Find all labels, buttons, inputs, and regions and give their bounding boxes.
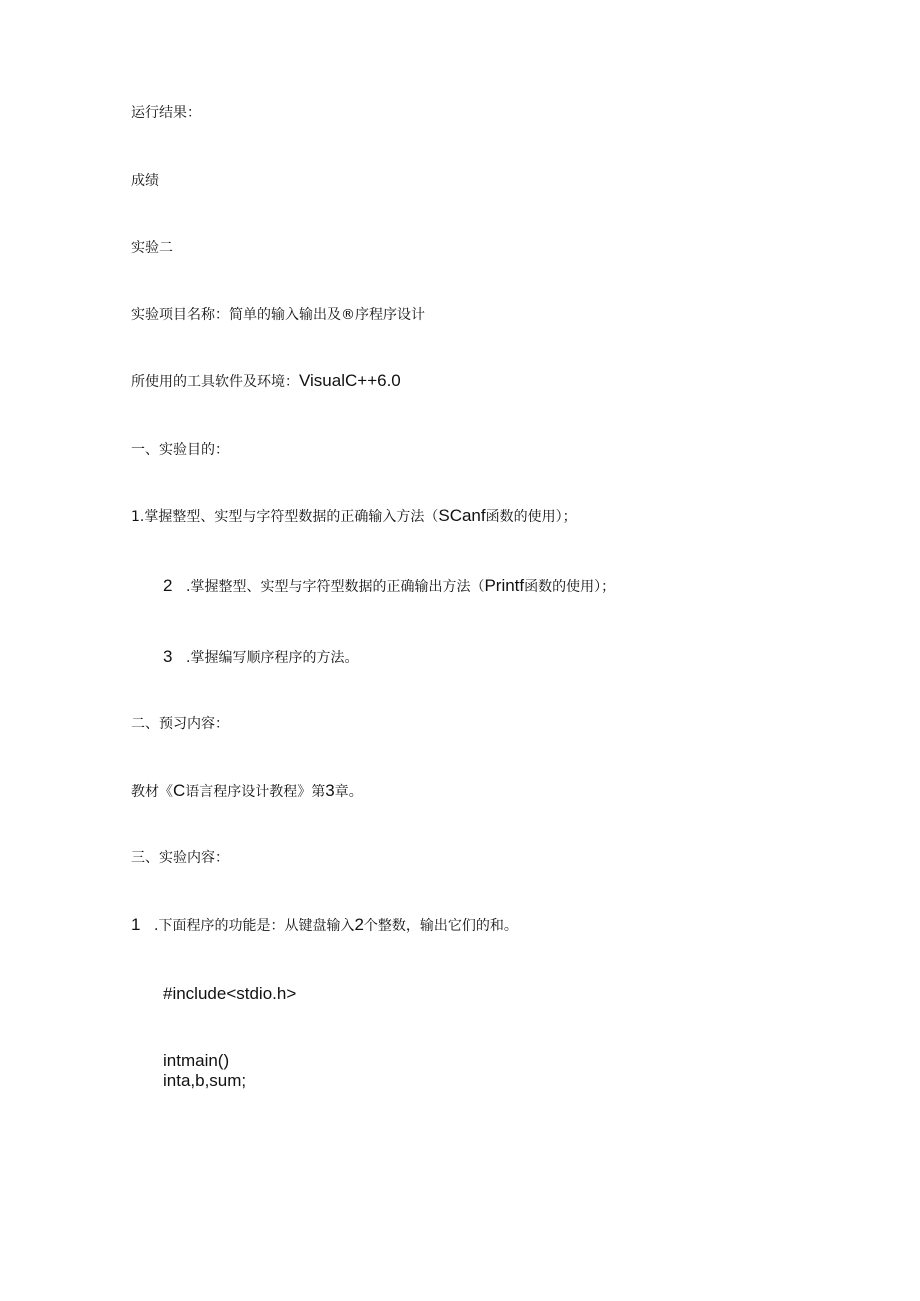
tools-label: 所使用的工具软件及环境： [131, 374, 299, 390]
preview-prefix: 教材《 [131, 784, 173, 800]
preview-suffix: 章。 [334, 784, 363, 800]
code-line-decl: inta,b,sum; [163, 1071, 247, 1090]
goal-1-suffix: 函数的使用）； [485, 509, 577, 525]
preview-chapter: 3 [325, 781, 335, 800]
goal-1 [131, 506, 577, 527]
section-preview-heading: 二、预习内容： [131, 716, 229, 732]
preview-content [131, 781, 363, 802]
tools-line [131, 371, 401, 392]
goal-3 [163, 647, 358, 668]
task-1-prefix: .下面程序的功能是：从键盘输入 [154, 918, 355, 934]
run-result-label: 运行结果： [131, 105, 201, 121]
goal-3-text: .掌握编写顺序程序的方法。 [186, 650, 359, 666]
goal-3-number: 3 [163, 647, 173, 666]
project-name: 实验项目名称：简单的输入输出及®序程序设计 [131, 307, 425, 323]
code-line-include: #include<stdio.h> [163, 984, 297, 1003]
goal-2-text: .掌握整型、实型与字符型数据的正确输出方法（ [186, 579, 485, 595]
preview-c: C [173, 781, 186, 800]
tools-value: VisualC++6.0 [299, 371, 401, 390]
goal-1-func: SCanf [438, 506, 486, 525]
grade-label: 成绩 [131, 173, 159, 189]
preview-mid: 语言程序设计教程》第 [185, 784, 326, 800]
task-1-suffix: 个整数，输出它们的和。 [363, 918, 518, 934]
experiment-title: 实验二 [131, 240, 173, 256]
task-1-number: 1 [131, 915, 141, 934]
goal-2-func: Printf [484, 576, 525, 595]
task-1 [131, 915, 518, 936]
code-line-main: intmain() [163, 1051, 230, 1070]
section-content-heading: 三、实验内容： [131, 850, 229, 866]
task-1-count: 2 [354, 915, 364, 934]
goal-2-number: 2 [163, 576, 173, 595]
goal-2-suffix: 函数的使用）； [524, 579, 616, 595]
section-objectives-heading: 一、实验目的： [131, 442, 229, 458]
goal-2 [163, 576, 615, 597]
goal-1-text: 1.掌握整型、实型与字符型数据的正确输入方法（ [131, 509, 439, 525]
